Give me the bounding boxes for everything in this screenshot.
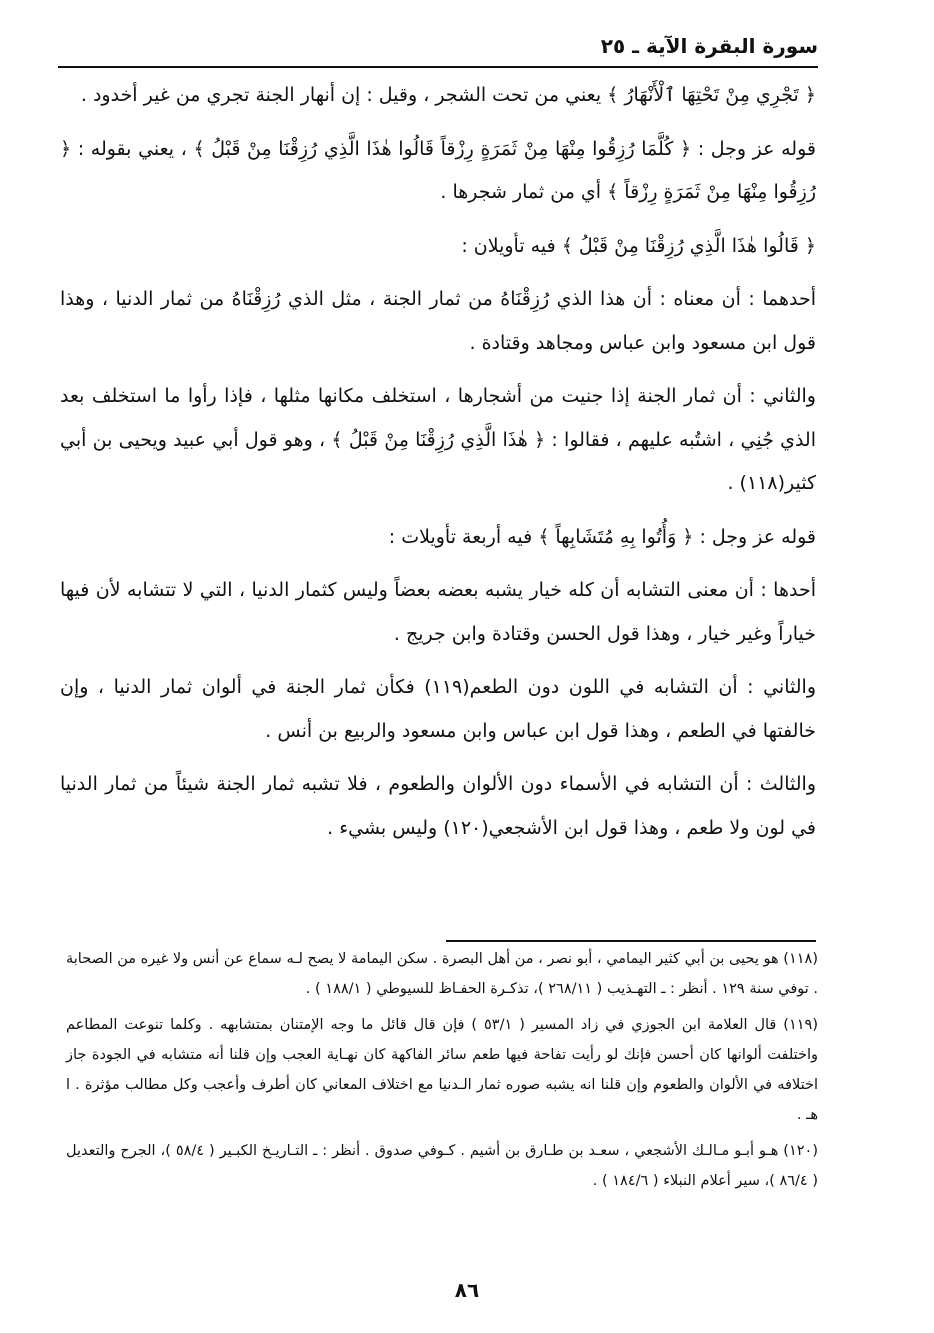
footnote: (١١٨) هو يحيى بن أبي كثير اليمامي ، أبو نصر ، من أهل البصرة . سكن اليمامة لا يصح لـه سماع عن أنس ولا غيره من الصحابة . توفي سنة ١٢٩ . أنظر : ـ التهـذيب ( ٢٦٨/١١ )، تذكـرة الحفـاظ للسيوطي ( ١٨٨/١ ) . (66, 951, 818, 997)
paragraph: ﴿ قَالُوا هٰذَا الَّذِي رُزِقْنَا مِنْ قَبْلُ ﴾ فيه تأويلان : (461, 234, 816, 257)
paragraph: قوله عز وجل : ﴿ وَأُتُوا بِهِ مُتَشَابِهاً ﴾ فيه أربعة تأويلات : (388, 525, 816, 548)
running-header (58, 30, 818, 68)
paragraph: أحدهما : أن معناه : أن هذا الذي رُزِقْنَاهُ من ثمار الجنة ، مثل الذي رُزِقْنَاهُ من ثمار الدنيا ، وهذا قول ابن مسعود وابن عباس ومجاهد وقتادة . (60, 288, 816, 354)
page-number: ٨٦ (454, 1278, 480, 1302)
footnote: (١١٩) قال العلامة ابن الجوزي في زاد المسير ( ٥٣/١ ) فإن قال قائل ما وجه الإمتنان بمتشابهه . وكلما تنوعت المطاعم واختلفت ألوانها كان أحسن فإنك لو رأيت تفاحة فيها طعم سائر الفاكهة كان نهـاية العجب وإن قلنا أنه متشابه في الجودة جاز اختلافه في الألوان والطعوم وإن قلنا انه يشبه صوره ثمار الـدنيا مع اختلاف المعاني كان أطرف وأعجب وكل مطالب مؤثرة . ا هـ . (66, 1017, 818, 1123)
footnotes (66, 944, 818, 1202)
paragraph: قوله عز وجل : ﴿ كُلَّمَا رُزِقُوا مِنْهَا مِنْ ثَمَرَةٍ رِزْقاً قَالُوا هٰذَا الَّذِي رُزِقْنَا مِنْ قَبْلُ ﴾ ، يعني بقوله : ﴿ رُزِقُوا مِنْهَا مِنْ ثَمَرَةٍ رِزْقاً ﴾ أي من ثمار شجرها . (60, 137, 816, 203)
footnote: (١٢٠) هـو أبـو مـالـك الأشجعي ، سعـد بن طـارق بن أشيم . كـوفي صدوق . أنظر : ـ التـاريـخ الكبـير ( ٥٨/٤ )، الجرح والتعديل ( ٨٦/٤ )، سير أعلام النبلاء ( ١٨٤/٦ ) . (66, 1143, 819, 1189)
paragraph: أحدها : أن معنى التشابه أن كله خيار يشبه بعضه بعضاً وليس كثمار الدنيا ، التي لا تتشابه لأن فيها خياراً وغير خيار ، وهذا قول الحسن وقتادة وابن جريج . (60, 579, 816, 645)
chapter-title: سورة البقرة الآية ـ ٢٥ (600, 34, 818, 58)
paragraph: والثاني : أن ثمار الجنة إذا جنيت من أشجارها ، استخلف مكانها مثلها ، فإذا رأوا ما استخلف بعد الذي جُنِي ، اشتُبه عليهم ، فقالوا : ﴿ هٰذَا الَّذِي رُزِقْنَا مِنْ قَبْلُ ﴾ ، وهو قول أبي عبيد ويحيى بن أبي كثير(١١٨) . (60, 385, 816, 494)
paragraph: والثالث : أن التشابه في الأسماء دون الألوان والطعوم ، فلا تشبه ثمار الجنة شيئاً من ثمار الدنيا في لون ولا طعم ، وهذا قول ابن الأشجعي(١٢٠) وليس بشيء . (60, 773, 816, 839)
footnote-divider (446, 940, 816, 942)
paragraph: والثاني : أن التشابه في اللون دون الطعم(١١٩) فكأن ثمار الجنة في ألوان ثمار الدنيا ، وإن خالفتها في الطعم ، وهذا قول ابن عباس وابن مسعود والربيع بن أنس . (60, 676, 816, 742)
paragraph: ﴿ تَجْرِي مِنْ تَحْتِهَا ٱلْأَنْهَارُ ﴾ يعني من تحت الشجر ، وقيل : إن أنهار الجنة تجري من غير أخدود . (80, 84, 816, 106)
main-text (60, 74, 816, 860)
